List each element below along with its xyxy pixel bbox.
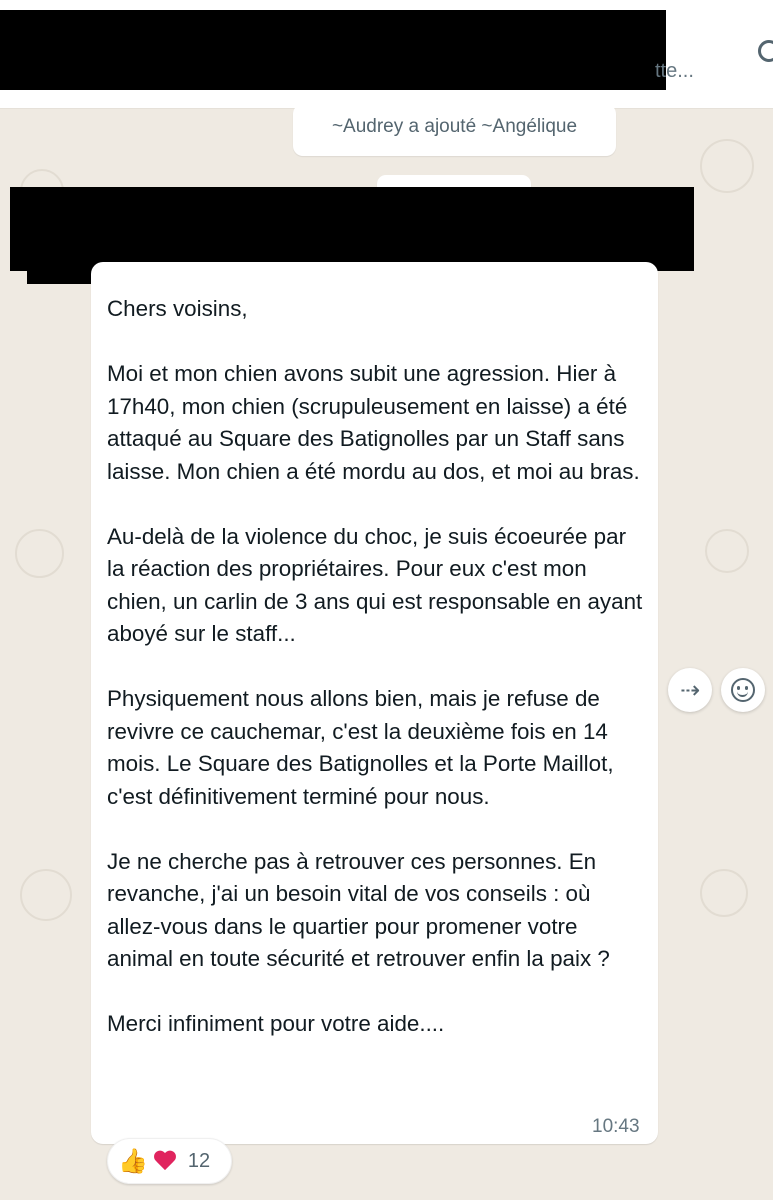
forward-icon: ⇢ [679, 676, 701, 704]
redacted-sender-name [10, 187, 694, 271]
reaction-bar[interactable] [107, 1138, 232, 1184]
background-doodle [700, 139, 754, 193]
redacted-group-name [0, 10, 666, 90]
message-text: Chers voisins, Moi et mon chien avons subit une agression. Hier à 17h40, mon chien (scrupuleusement en laisse) a été attaqué au Square des Batignolles par un Staff sans laisse. Mon chien a été mordu au dos, et moi au bras. Au-delà de la violence du choc, je suis écoeurée par la réaction des propriétaires. Pour eux c'est mon chien, un carlin de 3 ans qui est responsable en ayant aboyé sur le staff... Physiquement nous allons bien, mais je refuse de revivre ce cauchemar, c'est la deuxième fois en 14 mois. Le Square des Batignolles et la Porte Maillot, c'est définitivement terminé pour nous. Je ne cherche pas à retrouver ces personnes. En revanche, j'ai un besoin vital de vos conseils : où allez-vous dans le quartier pour promener votre animal en toute sécurité et retrouver enfin la paix ? Merci infiniment pour votre aide.... [107, 296, 643, 1036]
smiley-icon [731, 678, 755, 702]
react-emoji-button[interactable] [721, 668, 765, 712]
chat-header [0, 0, 773, 109]
background-doodle [700, 869, 748, 917]
header-participants[interactable]: tte... [655, 60, 694, 82]
forward-button[interactable] [668, 668, 712, 712]
background-doodle [20, 869, 72, 921]
header-search-icon[interactable] [758, 40, 773, 62]
system-message-added: ~Audrey a ajouté ~Angélique [293, 104, 616, 156]
background-doodle [15, 529, 64, 578]
background-doodle [705, 529, 749, 573]
heart-icon [154, 1151, 176, 1171]
message-timestamp: 10:43 [592, 1116, 640, 1137]
reaction-count: 12 [187, 1149, 211, 1172]
thumbs-up-icon: 👍 [118, 1147, 148, 1175]
